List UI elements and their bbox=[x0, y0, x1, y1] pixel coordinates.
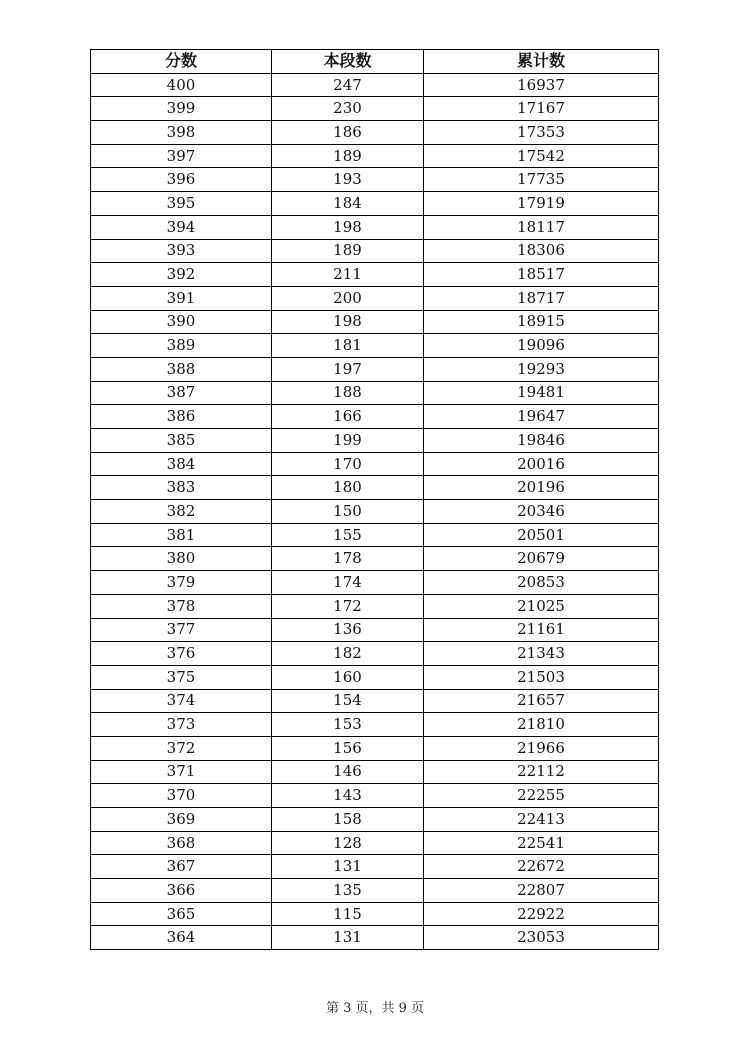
cell-cumulative-count: 22807 bbox=[424, 879, 659, 903]
cell-segment-count: 150 bbox=[272, 500, 424, 524]
cell-cumulative-count: 21161 bbox=[424, 618, 659, 642]
cell-segment-count: 154 bbox=[272, 689, 424, 713]
cell-score: 395 bbox=[91, 192, 272, 216]
table-row bbox=[91, 618, 659, 642]
cell-cumulative-count: 18117 bbox=[424, 215, 659, 239]
cell-segment-count: 193 bbox=[272, 168, 424, 192]
cell-segment-count: 197 bbox=[272, 357, 424, 381]
table-row bbox=[91, 500, 659, 524]
table-row bbox=[91, 405, 659, 429]
cell-cumulative-count: 22112 bbox=[424, 760, 659, 784]
cell-segment-count: 199 bbox=[272, 429, 424, 453]
table-row bbox=[91, 168, 659, 192]
header-score: 分数 bbox=[91, 50, 272, 74]
table-row bbox=[91, 144, 659, 168]
table-row bbox=[91, 547, 659, 571]
table-row bbox=[91, 263, 659, 287]
cell-segment-count: 230 bbox=[272, 97, 424, 121]
cell-cumulative-count: 17167 bbox=[424, 97, 659, 121]
cell-score: 367 bbox=[91, 855, 272, 879]
cell-segment-count: 158 bbox=[272, 808, 424, 832]
cell-score: 378 bbox=[91, 594, 272, 618]
table-row bbox=[91, 736, 659, 760]
cell-score: 383 bbox=[91, 476, 272, 500]
score-table bbox=[90, 49, 659, 950]
table-row bbox=[91, 665, 659, 689]
table-row bbox=[91, 429, 659, 453]
cell-segment-count: 166 bbox=[272, 405, 424, 429]
cell-score: 368 bbox=[91, 831, 272, 855]
cell-cumulative-count: 17542 bbox=[424, 144, 659, 168]
cell-segment-count: 181 bbox=[272, 334, 424, 358]
cell-segment-count: 211 bbox=[272, 263, 424, 287]
page-footer: 第 3 页，共 9 页 bbox=[325, 1001, 425, 1016]
cell-cumulative-count: 19096 bbox=[424, 334, 659, 358]
cell-segment-count: 184 bbox=[272, 192, 424, 216]
table-row bbox=[91, 97, 659, 121]
table-row bbox=[91, 286, 659, 310]
cell-segment-count: 247 bbox=[272, 73, 424, 97]
cell-score: 377 bbox=[91, 618, 272, 642]
cell-segment-count: 143 bbox=[272, 784, 424, 808]
cell-score: 398 bbox=[91, 121, 272, 145]
cell-cumulative-count: 23053 bbox=[424, 926, 659, 950]
cell-score: 365 bbox=[91, 902, 272, 926]
table-row bbox=[91, 713, 659, 737]
cell-cumulative-count: 21810 bbox=[424, 713, 659, 737]
table-row bbox=[91, 239, 659, 263]
table-row bbox=[91, 855, 659, 879]
table-row bbox=[91, 310, 659, 334]
table-row bbox=[91, 476, 659, 500]
cell-cumulative-count: 17735 bbox=[424, 168, 659, 192]
cell-segment-count: 155 bbox=[272, 523, 424, 547]
cell-cumulative-count: 22922 bbox=[424, 902, 659, 926]
cell-cumulative-count: 18915 bbox=[424, 310, 659, 334]
cell-score: 387 bbox=[91, 381, 272, 405]
cell-cumulative-count: 22413 bbox=[424, 808, 659, 832]
cell-score: 372 bbox=[91, 736, 272, 760]
table-row bbox=[91, 334, 659, 358]
cell-segment-count: 182 bbox=[272, 642, 424, 666]
table-row bbox=[91, 594, 659, 618]
cell-score: 388 bbox=[91, 357, 272, 381]
cell-cumulative-count: 20346 bbox=[424, 500, 659, 524]
cell-segment-count: 198 bbox=[272, 215, 424, 239]
cell-segment-count: 136 bbox=[272, 618, 424, 642]
cell-cumulative-count: 20501 bbox=[424, 523, 659, 547]
table-row bbox=[91, 523, 659, 547]
cell-segment-count: 146 bbox=[272, 760, 424, 784]
table-row bbox=[91, 452, 659, 476]
table-row bbox=[91, 215, 659, 239]
table-row bbox=[91, 571, 659, 595]
cell-cumulative-count: 21966 bbox=[424, 736, 659, 760]
cell-score: 390 bbox=[91, 310, 272, 334]
cell-cumulative-count: 22672 bbox=[424, 855, 659, 879]
cell-segment-count: 156 bbox=[272, 736, 424, 760]
cell-segment-count: 178 bbox=[272, 547, 424, 571]
cell-score: 391 bbox=[91, 286, 272, 310]
cell-cumulative-count: 18306 bbox=[424, 239, 659, 263]
cell-score: 389 bbox=[91, 334, 272, 358]
table-header-row bbox=[91, 50, 659, 74]
table-row bbox=[91, 760, 659, 784]
cell-segment-count: 174 bbox=[272, 571, 424, 595]
cell-cumulative-count: 19846 bbox=[424, 429, 659, 453]
cell-score: 386 bbox=[91, 405, 272, 429]
header-cumulative-count: 累计数 bbox=[424, 50, 659, 74]
cell-score: 371 bbox=[91, 760, 272, 784]
table-row bbox=[91, 192, 659, 216]
table-row bbox=[91, 784, 659, 808]
cell-segment-count: 170 bbox=[272, 452, 424, 476]
table-row bbox=[91, 808, 659, 832]
cell-cumulative-count: 20853 bbox=[424, 571, 659, 595]
cell-score: 396 bbox=[91, 168, 272, 192]
cell-score: 379 bbox=[91, 571, 272, 595]
cell-segment-count: 153 bbox=[272, 713, 424, 737]
cell-cumulative-count: 17919 bbox=[424, 192, 659, 216]
cell-segment-count: 172 bbox=[272, 594, 424, 618]
cell-score: 369 bbox=[91, 808, 272, 832]
cell-score: 393 bbox=[91, 239, 272, 263]
cell-cumulative-count: 16937 bbox=[424, 73, 659, 97]
cell-cumulative-count: 21503 bbox=[424, 665, 659, 689]
cell-cumulative-count: 20679 bbox=[424, 547, 659, 571]
table-row bbox=[91, 121, 659, 145]
table-row bbox=[91, 73, 659, 97]
cell-segment-count: 160 bbox=[272, 665, 424, 689]
cell-score: 366 bbox=[91, 879, 272, 903]
cell-score: 376 bbox=[91, 642, 272, 666]
cell-segment-count: 115 bbox=[272, 902, 424, 926]
cell-score: 397 bbox=[91, 144, 272, 168]
cell-cumulative-count: 18717 bbox=[424, 286, 659, 310]
cell-score: 373 bbox=[91, 713, 272, 737]
cell-cumulative-count: 18517 bbox=[424, 263, 659, 287]
cell-segment-count: 128 bbox=[272, 831, 424, 855]
cell-segment-count: 189 bbox=[272, 144, 424, 168]
cell-cumulative-count: 19647 bbox=[424, 405, 659, 429]
cell-cumulative-count: 21657 bbox=[424, 689, 659, 713]
cell-segment-count: 198 bbox=[272, 310, 424, 334]
cell-cumulative-count: 21025 bbox=[424, 594, 659, 618]
table-row bbox=[91, 689, 659, 713]
cell-score: 394 bbox=[91, 215, 272, 239]
cell-cumulative-count: 19481 bbox=[424, 381, 659, 405]
table-row bbox=[91, 902, 659, 926]
table-row bbox=[91, 357, 659, 381]
cell-cumulative-count: 20196 bbox=[424, 476, 659, 500]
cell-segment-count: 200 bbox=[272, 286, 424, 310]
table-row bbox=[91, 381, 659, 405]
cell-segment-count: 135 bbox=[272, 879, 424, 903]
table-row bbox=[91, 642, 659, 666]
cell-score: 364 bbox=[91, 926, 272, 950]
cell-score: 370 bbox=[91, 784, 272, 808]
cell-segment-count: 131 bbox=[272, 926, 424, 950]
cell-segment-count: 180 bbox=[272, 476, 424, 500]
cell-segment-count: 186 bbox=[272, 121, 424, 145]
table-body bbox=[91, 73, 659, 949]
cell-score: 374 bbox=[91, 689, 272, 713]
cell-cumulative-count: 17353 bbox=[424, 121, 659, 145]
cell-segment-count: 131 bbox=[272, 855, 424, 879]
cell-score: 385 bbox=[91, 429, 272, 453]
cell-cumulative-count: 21343 bbox=[424, 642, 659, 666]
table-row bbox=[91, 879, 659, 903]
cell-score: 392 bbox=[91, 263, 272, 287]
cell-score: 399 bbox=[91, 97, 272, 121]
cell-score: 380 bbox=[91, 547, 272, 571]
cell-score: 384 bbox=[91, 452, 272, 476]
cell-score: 375 bbox=[91, 665, 272, 689]
cell-cumulative-count: 22541 bbox=[424, 831, 659, 855]
cell-cumulative-count: 22255 bbox=[424, 784, 659, 808]
cell-cumulative-count: 19293 bbox=[424, 357, 659, 381]
cell-segment-count: 188 bbox=[272, 381, 424, 405]
table-row bbox=[91, 926, 659, 950]
cell-cumulative-count: 20016 bbox=[424, 452, 659, 476]
cell-score: 382 bbox=[91, 500, 272, 524]
table-row bbox=[91, 831, 659, 855]
cell-score: 400 bbox=[91, 73, 272, 97]
cell-segment-count: 189 bbox=[272, 239, 424, 263]
cell-score: 381 bbox=[91, 523, 272, 547]
header-segment-count: 本段数 bbox=[272, 50, 424, 74]
